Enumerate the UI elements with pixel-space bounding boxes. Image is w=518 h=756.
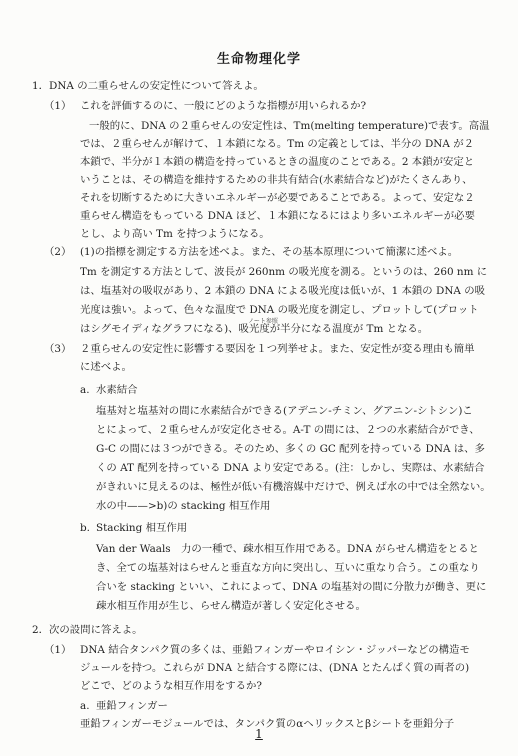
q1-sub2-question: (1)の指標を測定する方法を述べよ。また、その基本原理について簡潔に述べよ。 xyxy=(80,246,459,258)
q1-sub3-a-label: a. xyxy=(80,384,90,396)
q2-sub1-a-label: a. xyxy=(80,700,90,712)
q1-sub3-a-text-line: 水の中——>b)の stacking 相互作用 xyxy=(96,500,271,512)
handwritten-note: ノート参照 xyxy=(248,318,278,325)
q1-sub2-answer-line: は、塩基対の吸収があり、2 本鎖の DNA による吸光度は低いが、1 本鎖の DNA の吸 xyxy=(80,285,485,297)
q1-sub3-a-text-line: 塩基対と塩基対の間に水素結合ができる(アデニン-チミン、グアニン-シトシン)こ xyxy=(96,405,473,417)
q1-sub1-answer-line: 本鎖で、半分が１本鎖の構造を持っているときの温度のことである。2 本鎖が安定と xyxy=(80,156,475,168)
q2-sub1-a-title: 亜鉛フィンガー xyxy=(96,700,168,712)
q1-sub1-answer-line: それを切断するために大きいエネルギーが必要であることである。よって、安定な２ xyxy=(80,192,475,204)
q1-sub1-answer-line: では、２重らせんが解けて、１本鎖になる。Tm の定義としては、半分の DNA が２ xyxy=(80,138,474,150)
q1-sub3-b-text-line: 疎水相互作用が生じ、らせん構造が著しく安定化させる。 xyxy=(96,600,366,612)
q2-sub1-label: （1） xyxy=(44,644,72,656)
q1-sub3-question-line: に述べよ。 xyxy=(80,361,132,373)
q1-sub2-answer-line: はシグモイディなグラフになる)、吸光度が半分になる温度が Tm となる。 xyxy=(80,323,429,335)
q1-sub2-answer-line: 光度は強い。よって、色々な温度で DNA の吸光度を測定し、プロットして(プロット xyxy=(80,304,479,316)
q1-sub3-question-line: ２重らせんの安定性に影響する要因を１つ列挙せよ。また、安定性が変る理由も簡単 xyxy=(80,343,475,355)
q1-sub1-answer-line: 重らせん構造をもっている DNA ほど、１本鎖になるにはより多いエネルギーが必要 xyxy=(80,210,475,222)
q1-sub2-answer-line: Tm を測定する方法として、波長が 260nm の吸光度を測る。というのは、260 nm に xyxy=(80,266,488,278)
q1-sub2-label: （2） xyxy=(44,246,72,258)
q2-sub1-question-line: ジュールを持つ。これらが DNA と結合する際には、(DNA とたんぱく質の両者の) xyxy=(80,662,470,674)
q1-sub3-b-text-line: Van der Waals 力の一種で、疎水相互作用である。DNA がらせん構造をとると xyxy=(96,543,479,555)
question-1-heading: 1．DNA の二重らせんの安定性について答えよ。 xyxy=(32,80,264,92)
q1-sub1-answer-line: いうことは、その構造を維持するための非共有結合(水素結合など)がたくさんあり、 xyxy=(80,174,473,186)
page-title: 生命物理化学 xyxy=(216,52,301,67)
q1-sub3-a-text-line: くの AT 配列を持っている DNA より安定である。(注：しかし、実際は、水素結合 xyxy=(96,462,485,474)
q2-sub1-a-text-line: 亜鉛フィンガーモジュールでは、タンパク質のαヘリックスとβシートを亜鉛分子 xyxy=(80,718,455,730)
q1-sub1-answer-line: とし、より高い Tm を持つようになる。 xyxy=(80,228,270,240)
q1-sub3-a-text-line: G-C の間には３つができる。そのため、多くの GC 配列を持っている DNA は、多 xyxy=(96,443,485,455)
q1-sub3-b-text-line: き、全ての塩基対はらせんと垂直な方向に突出し、互いに重なり合う。この重なり xyxy=(96,562,480,574)
q2-sub1-question-line: DNA 結合タンパク質の多くは、亜鉛フィンガーやロイシン・ジッパーなどの構造モ xyxy=(80,644,470,656)
q1-sub1-answer-line: 一般的に、DNA の２重らせんの安定性は、Tm(melting temperature)で表す。高温 xyxy=(89,120,490,132)
q1-sub1-label: （1） xyxy=(44,100,72,112)
q1-sub3-a-title: 水素結合 xyxy=(96,384,138,396)
q1-sub1-question: これを評価するのに、一般にどのような指標が用いられるか? xyxy=(80,100,367,112)
q1-sub3-b-title: Stacking 相互作用 xyxy=(96,522,188,534)
page-number: 1 xyxy=(255,727,263,741)
q1-sub3-b-text-line: 合いを stacking といい、これによって、DNA の塩基対の間に分散力が働き、更に xyxy=(96,581,487,593)
q1-sub3-b-label: b. xyxy=(80,522,90,534)
q1-sub3-label: （3） xyxy=(44,343,72,355)
q2-sub1-question-line: どこで、どのような相互作用をするか? xyxy=(80,680,263,692)
question-2-heading: 2．次の設問に答えよ。 xyxy=(32,624,143,636)
q1-sub3-a-text-line: とによって、２重らせんが安定化させる。A-T の間には、２つの水素結合ができ、 xyxy=(96,424,480,436)
q1-sub3-a-text-line: がきれいに見えるのは、極性が低い有機溶媒中だけで、例えば水の中では全然ない。 xyxy=(96,481,491,493)
